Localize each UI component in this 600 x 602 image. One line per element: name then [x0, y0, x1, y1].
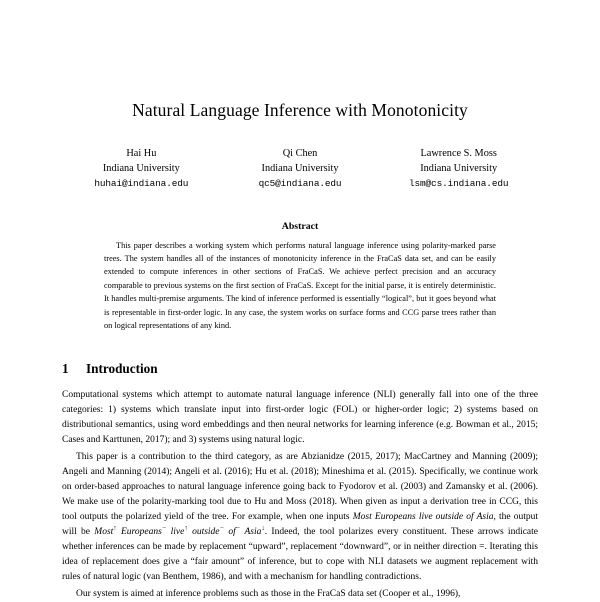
polarized-token: of−: [228, 524, 241, 537]
author-block: [379, 147, 538, 191]
author-affiliation: Indiana University: [261, 162, 339, 174]
author-name: Qi Chen: [282, 148, 318, 159]
paragraph: Our system is aimed at inference problems such as those in the FraCaS data set (Cooper et al., 1996),: [76, 588, 461, 599]
polarized-sentence: [94, 524, 265, 537]
abstract-text: This paper describes a working system which performs natural language inference using polarity-marked parse trees. The system handles all of the instances of monotonicity inference in the FraCaS data set, and can be easily extended to compute inferences in other sections of FraCaS. We achieve perfect precision and an accuracy comparable to previous systems on the first section of FraCaS. Except for the initial parse, it is entirely deterministic. It handles multi-premise arguments. The kind of inference performed is essentially “logical”, but it goes beyond what is representable in first-order logic. In any case, the system works on surface forms and CCG parse trees rather than on logical representations of any kind.: [104, 240, 496, 331]
paragraph-with-polarity: This paper is a contribution to the third category, as are Abzianidze (2015, 2017); MacCartney and Manning (2009); Angeli and Manning (2014); Angeli et al. (2016); Hu et al. (2018); Mineshima et al. (2015). Specifically, we continue work on order-based approaches to natural language inference going back to Fyodorov et al. (2003) and Zamansky et al. (2006). We make use of the polarity-marking tool due to Hu and Moss (2018). When given as input a derivation tree in CCG, this tool outputs the polarized yield of the tree. For example, when one inputs Most Europeans live outside of Asia, the output will be Most↑ Europeans− live↑ outside− of− Asia↓. Indeed, the tool polarizes every constituent. These arrows indicate whether inferences can be made by replacement “upward”, replacement “downward”, or in neither direction =. Iterating this idea of replacement does give a “fair amount” of inference, but to cope with NLI datasets we augment replacement with rules of natural logic (van Benthem, 1986), and with a mechanism for handling contradictions.: [62, 451, 539, 582]
author-affiliation: Indiana University: [102, 162, 180, 174]
section-heading-introduction: [0, 361, 600, 377]
polarity-marker: −: [235, 524, 241, 532]
polarity-marker: −: [219, 524, 225, 532]
page-title: Natural Language Inference with Monotonicity: [132, 100, 468, 120]
author-affiliation: Indiana University: [420, 162, 498, 174]
italic-example-sentence: Most Europeans live outside of Asia: [352, 511, 494, 522]
author-block: [221, 147, 380, 191]
author-email[interactable]: huhai@indiana.edu: [94, 178, 189, 190]
polarity-marker: −: [161, 524, 167, 532]
polarized-token: outside−: [192, 524, 225, 537]
author-email[interactable]: lsm@cs.indiana.edu: [408, 178, 509, 190]
paragraph: Computational systems which attempt to automate natural language inference (NLI) generally fall into one of the three categories: 1) systems which translate input into first-order logic (FOL) or higher-order logic; 2) systems based on distributional semantics, using word embeddings and then neural networks for learning inference (e.g. Bowman et al., 2015; Cases and Karttunen, 2017); and 3) systems using natural logic.: [62, 389, 538, 445]
author-name: Hai Hu: [126, 148, 157, 159]
author-list: [0, 147, 600, 191]
polarized-token: live↑: [170, 524, 188, 537]
section-number: 1: [62, 360, 69, 376]
polarized-token: Most↑: [94, 524, 117, 537]
polarity-marker: ↑: [184, 524, 188, 532]
polarized-token: Europeans−: [120, 524, 167, 537]
polarized-token: Asia↓: [244, 524, 265, 537]
section-title: Introduction: [86, 360, 158, 376]
polarity-marker: ↑: [113, 524, 117, 532]
author-block: [62, 147, 221, 191]
abstract-section: [104, 221, 496, 333]
abstract-heading: Abstract: [281, 220, 319, 232]
author-email[interactable]: qc5@indiana.edu: [258, 178, 342, 190]
author-name: Lawrence S. Moss: [420, 148, 497, 159]
body-column: [0, 388, 600, 602]
polarity-marker: ↓: [261, 524, 265, 532]
